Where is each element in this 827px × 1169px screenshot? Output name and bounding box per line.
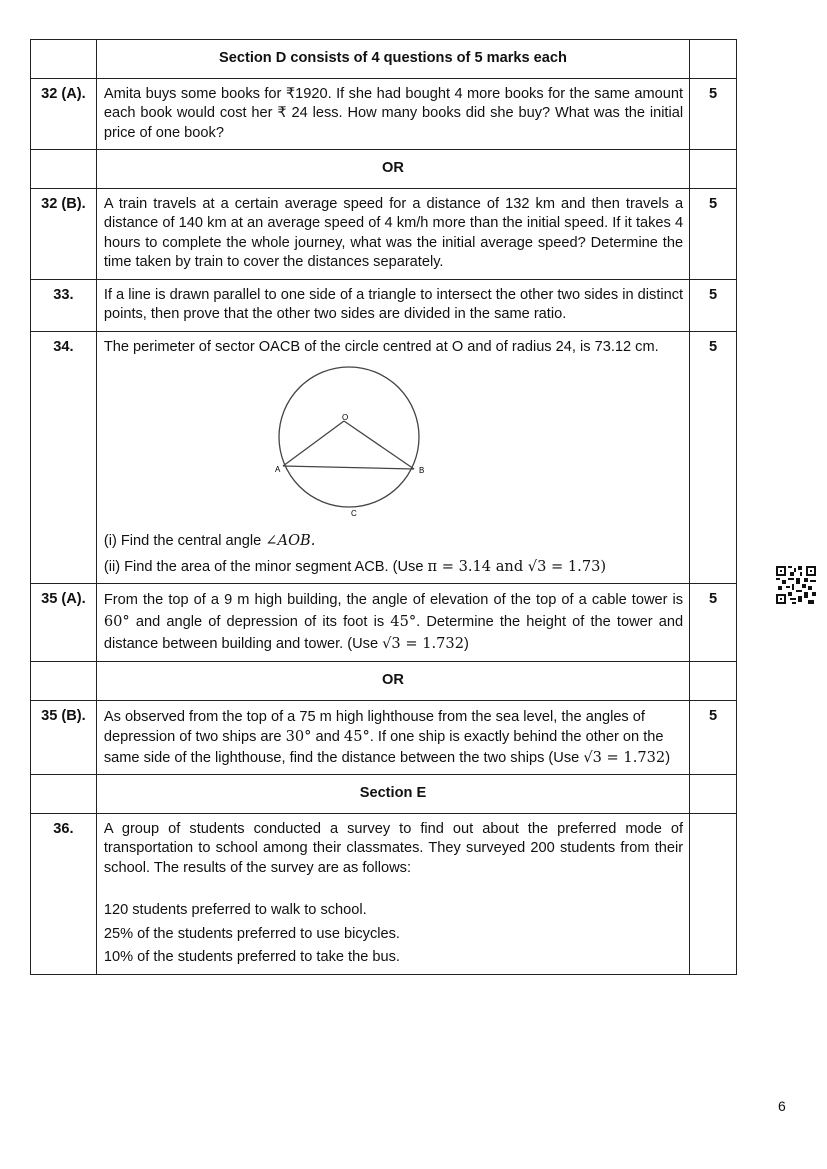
question-36-row xyxy=(31,813,737,974)
section-d-header-row xyxy=(31,40,737,79)
question-number: 32 (A). xyxy=(31,78,97,150)
page-number: 6 xyxy=(778,1098,786,1114)
question-text: Amita buys some books for ₹1920. If she had bought 4 more books for the same amount each book would cost her ₹ 24 less. How many books did she buy? What was the initial price of one book? xyxy=(96,78,689,150)
circle xyxy=(279,367,419,507)
or-row xyxy=(31,662,737,701)
question-35a-row xyxy=(31,584,737,662)
marks: 5 xyxy=(690,584,737,662)
question-table xyxy=(30,39,737,975)
question-part-1: (i) Find the central angle ∠AOB. xyxy=(103,532,316,549)
question-part-2: (ii) Find the area of the minor segment ACB. (Use π = 3.14 and √3 = 1.73) xyxy=(103,557,607,575)
question-34-row xyxy=(31,331,737,584)
question-text: From the top of a 9 m high building, the angle of elevation of the top of a cable tower is 60° and angle of depression of its foot is 45°. Determine the height of the tower and distance between building and tower. (Use √3 = 1.732) xyxy=(96,584,689,662)
or-label: OR xyxy=(96,150,689,189)
marks: 5 xyxy=(690,331,737,584)
marks: 5 xyxy=(690,78,737,150)
survey-result-3: 10% of the students preferred to take the bus. xyxy=(103,949,400,965)
marks: 5 xyxy=(690,279,737,331)
question-text: If a line is drawn parallel to one side of a triangle to intersect the other two sides in distinct points, then prove that the other two sides are divided in the same ratio. xyxy=(96,279,689,331)
question-number: 33. xyxy=(31,279,97,331)
question-intro: A group of students conducted a survey to find out about the preferred mode of transportation to school among their classmates. They surveyed 200 students from their school. The results of the survey are as follows: xyxy=(103,820,684,876)
question-33-row xyxy=(31,279,737,331)
question-text: As observed from the top of a 75 m high lighthouse from the sea level, the angles of depression of two ships are 30° and 45°. If one ship is exactly behind the other on the same side of the lighthouse, find the distance between the two ships (Use √3 = 1.732) xyxy=(96,700,689,775)
question-number: 34. xyxy=(31,331,97,584)
circle-sector-figure xyxy=(274,365,444,525)
radius-ob xyxy=(344,421,414,469)
question-35b-row xyxy=(31,700,737,775)
question-text: The perimeter of sector OACB of the circle centred at O and of radius 24, is 73.12 cm. xyxy=(103,338,659,355)
radius-oa xyxy=(283,421,344,466)
survey-result-1: 120 students preferred to walk to school. xyxy=(103,902,367,918)
marks: 5 xyxy=(690,188,737,279)
section-e-title: Section E xyxy=(96,775,689,814)
survey-result-2: 25% of the students preferred to use bicycles. xyxy=(103,925,400,942)
label-a: A xyxy=(274,465,281,474)
marks: 5 xyxy=(690,700,737,775)
section-d-title: Section D consists of 4 questions of 5 marks each xyxy=(96,40,689,79)
chord-ab xyxy=(283,466,414,469)
question-text: A train travels at a certain average speed for a distance of 132 km and then travels a distance of 140 km at an average speed of 4 km/h more than the initial speed. If it takes 4 hours to complete the whole journey, what was the initial average speed? Determine the time taken by train to cover the distances separately. xyxy=(96,188,689,279)
label-c: C xyxy=(350,509,357,518)
or-label: OR xyxy=(96,662,689,701)
or-row xyxy=(31,150,737,189)
qr-code-icon xyxy=(776,566,816,604)
question-32a-row xyxy=(31,78,737,150)
label-b: B xyxy=(418,466,425,475)
question-number: 32 (B). xyxy=(31,188,97,279)
question-number: 35 (A). xyxy=(31,584,97,662)
question-32b-row xyxy=(31,188,737,279)
label-o: O xyxy=(341,413,349,422)
section-e-header-row xyxy=(31,775,737,814)
question-number: 36. xyxy=(31,813,97,974)
question-number: 35 (B). xyxy=(31,700,97,775)
